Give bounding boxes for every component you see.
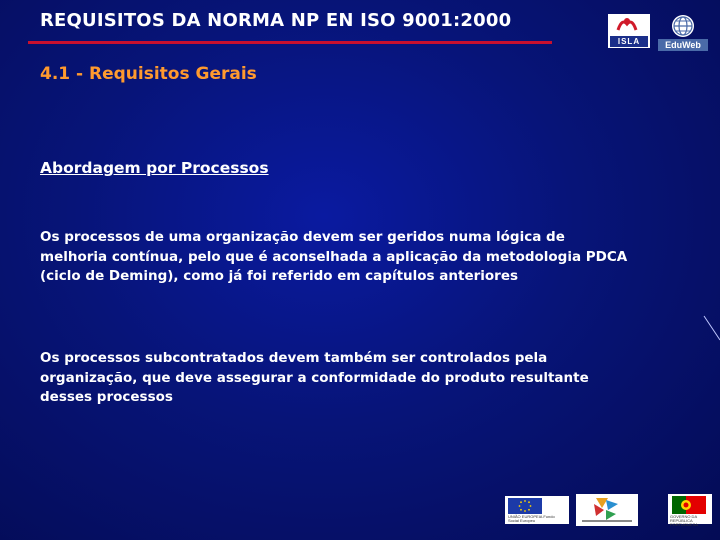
isla-emblem-icon — [616, 16, 638, 32]
eu-logo — [505, 496, 569, 524]
globe-icon — [671, 14, 695, 38]
decorative-line — [700, 310, 720, 350]
header-title: REQUISITOS DA NORMA NP EN ISO 9001:2000 — [40, 10, 512, 31]
paragraph: Os processos subcontratados devem também ser controlados pela organização, que deve assegurar a conformidade do produto resultante desses processos — [40, 350, 589, 405]
program-logo — [576, 494, 638, 526]
portugal-logo-text: GOVERNO DA REPÚBLICA PORTUGUESA — [670, 514, 698, 527]
section-title: 4.1 - Requisitos Gerais — [40, 64, 257, 84]
paragraph: Os processos de uma organização devem ser geridos numa lógica de melhoria contínua, pelo que é aconselhada a aplicação da metodologia PDCA (ciclo de Deming), como já foi referido em capítulos anteriores — [40, 229, 628, 284]
eduweb-logo-text: EduWeb — [658, 39, 708, 51]
isla-logo — [608, 14, 650, 48]
portugal-flag-icon — [672, 496, 706, 514]
eu-logo-text: UNIÃO EUROPEIA Fundo Social Europeu — [508, 514, 555, 523]
isla-logo-text: ISLA — [610, 36, 648, 47]
eduweb-logo — [658, 14, 708, 50]
header-rule — [28, 41, 552, 44]
eu-flag-icon — [508, 498, 542, 514]
content-subtitle: Abordagem por Processos — [40, 159, 269, 177]
portugal-government-logo — [668, 494, 712, 527]
